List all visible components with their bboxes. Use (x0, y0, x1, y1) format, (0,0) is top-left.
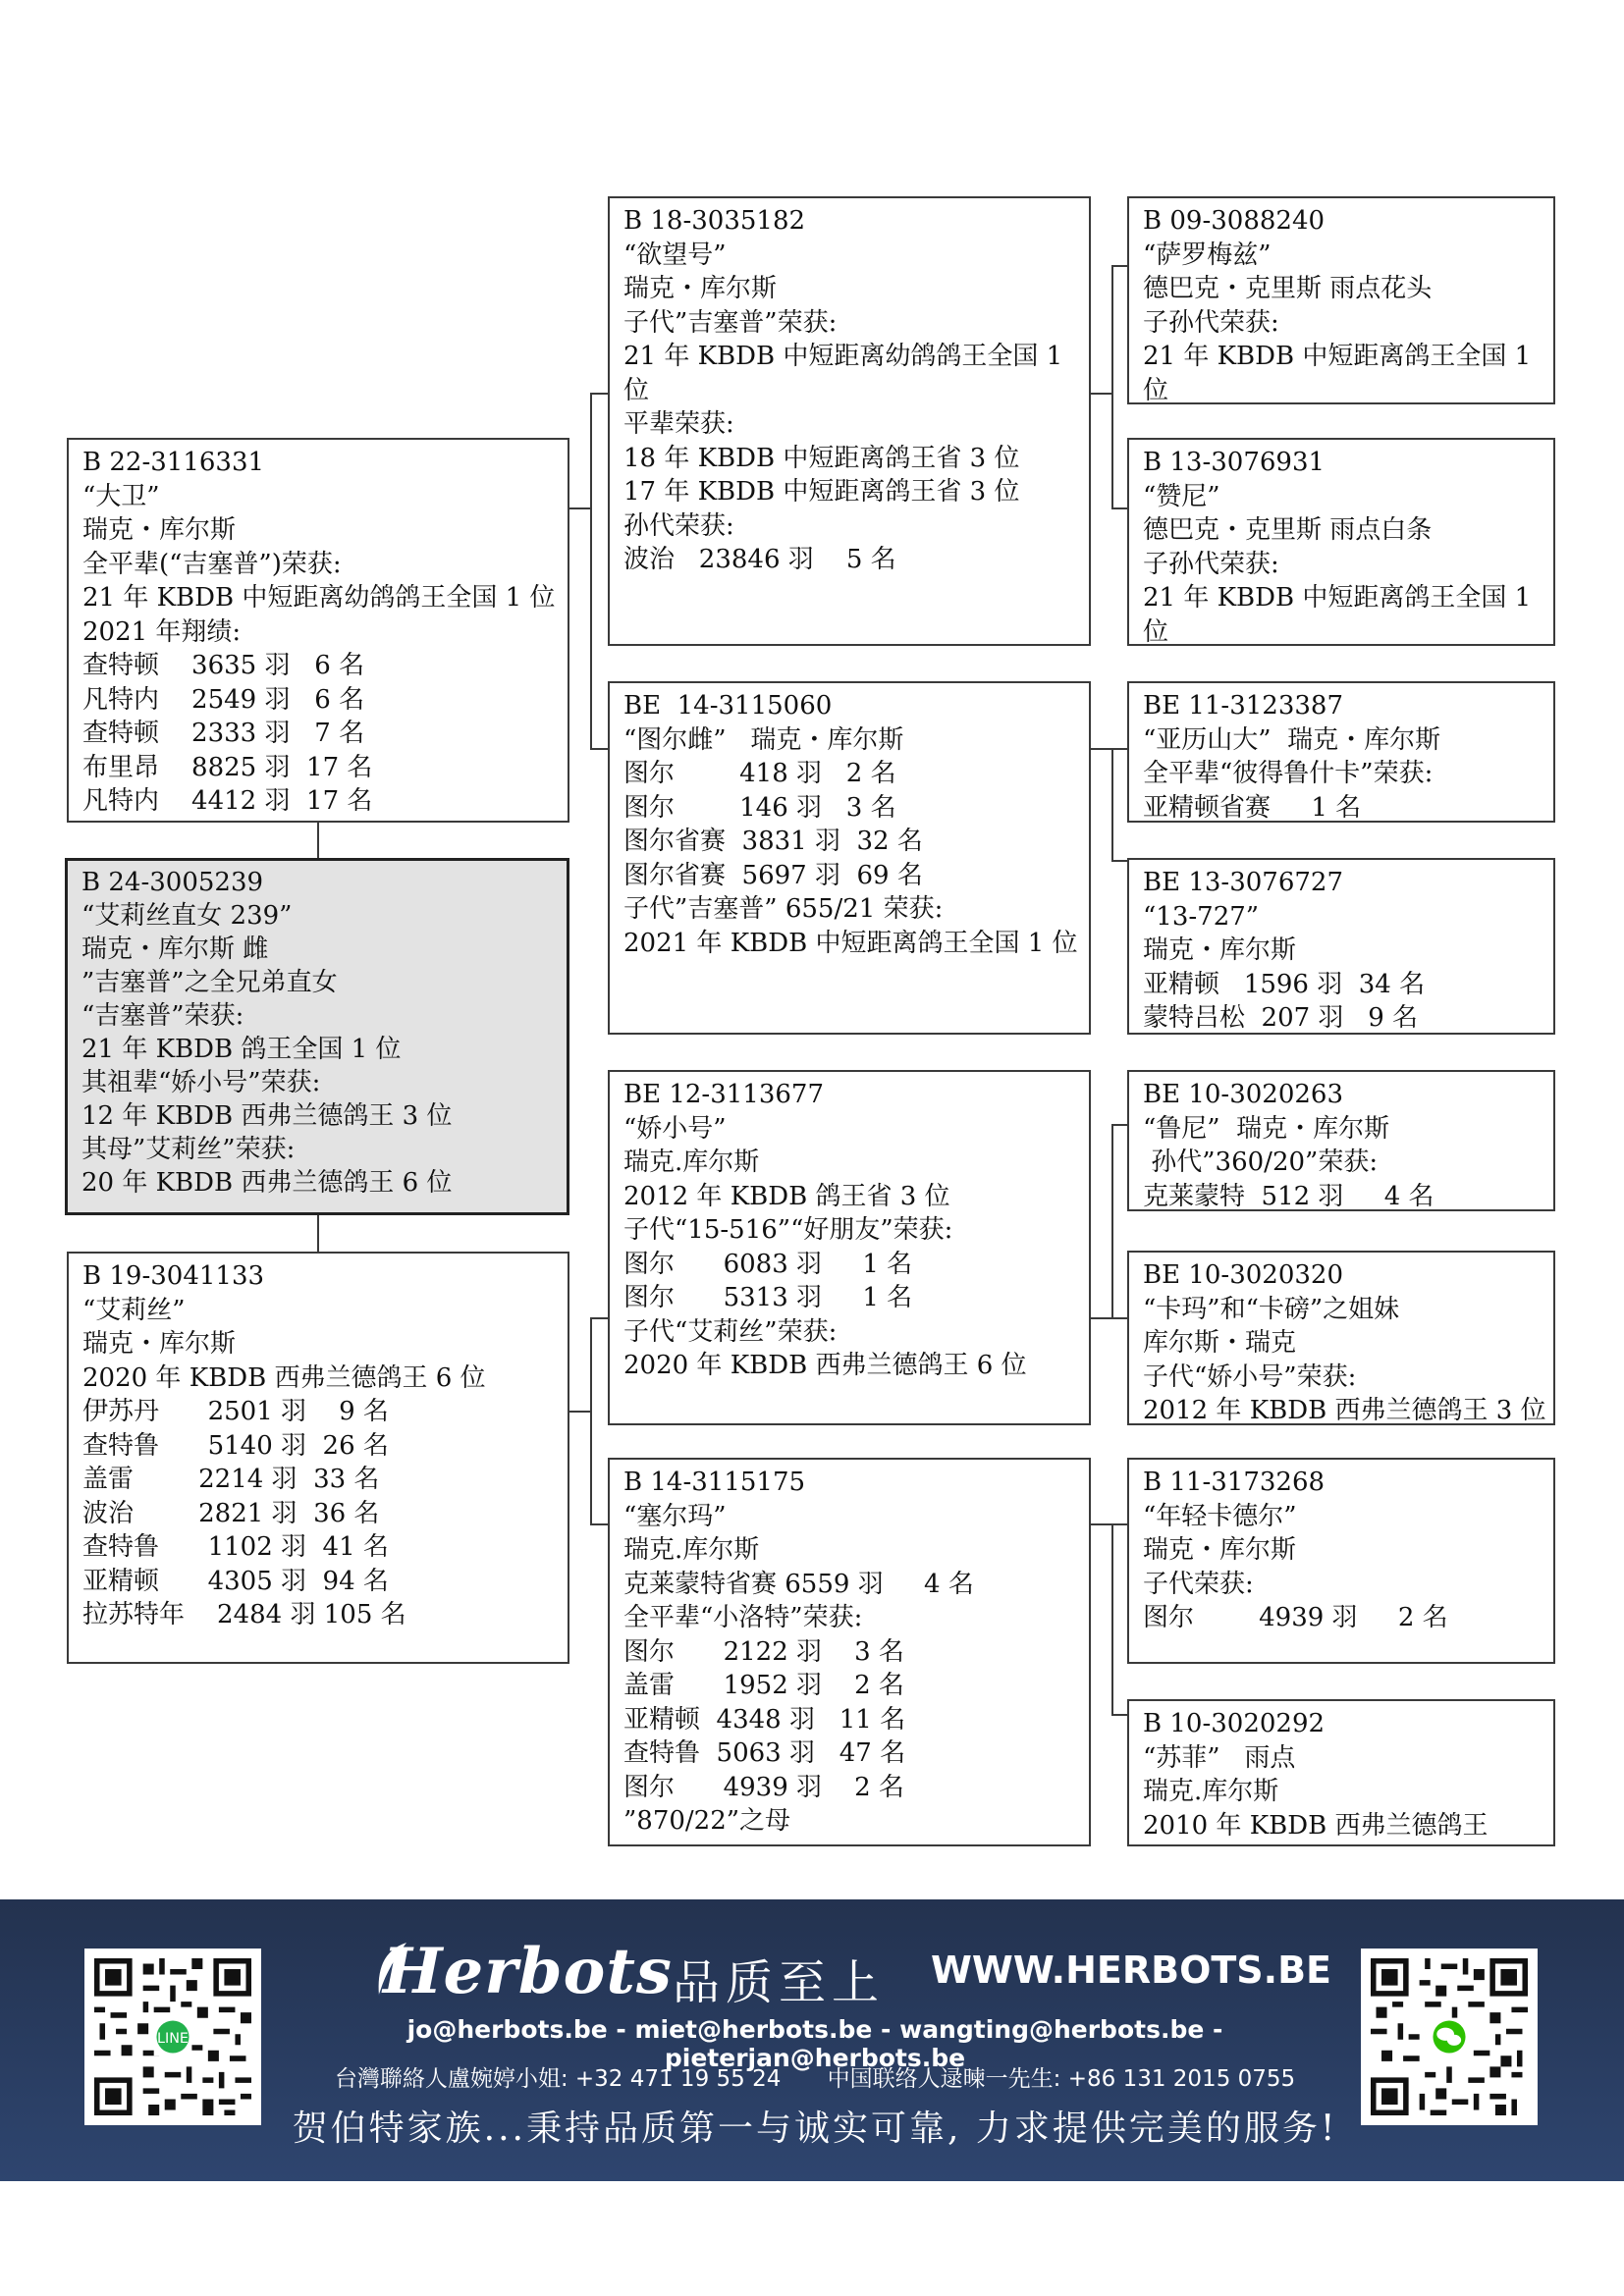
pedigree-line: 布里昂 8825 羽 17 名 (82, 752, 373, 782)
pedigree-line: 子代“娇小号”荣获: (1143, 1362, 1357, 1392)
pedigree-line: 其母”艾莉丝”荣获: (81, 1135, 296, 1164)
contact-taiwan: 台灣聯絡人盧婉婷小姐: +32 471 19 55 24 (334, 2066, 782, 2092)
pedigree-line: 17 年 KBDB 中短距离鸽王省 3 位 (623, 477, 1020, 507)
pedigree-line: 克莱蒙特省赛 6559 羽 4 名 (623, 1569, 974, 1599)
brand-slogan: 品质至上 (673, 1955, 886, 2010)
pedigree-line: 图尔省赛 5697 羽 69 名 (623, 860, 923, 890)
pedigree-line: 其祖辈“娇小号”荣获: (81, 1068, 321, 1097)
connector-sss-h (1111, 265, 1128, 267)
pedigree-line: “年轻卡德尔” (1143, 1501, 1297, 1531)
pedigree-line: 蒙特吕松 207 羽 9 名 (1143, 1003, 1419, 1033)
pedigree-card-dam-dam (608, 1458, 1091, 1846)
pedigree-line: 2012 年 KBDB 鸽王省 3 位 (623, 1181, 950, 1211)
pedigree-line: 全平辈“小洛特”荣获: (623, 1603, 863, 1632)
pedigree-line: 瑞克・库尔斯 (623, 274, 778, 303)
pedigree-card-sire-sire-sire (1127, 196, 1555, 404)
pedigree-line: 子代”吉塞普”荣获: (623, 307, 838, 338)
pedigree-line: 孙代”360/20”荣获: (1143, 1148, 1379, 1177)
pedigree-line: 盖雷 2214 羽 33 名 (82, 1465, 380, 1494)
connector-dam-vertical (317, 1214, 319, 1254)
pedigree-line: 德巴克・克里斯 雨点白条 (1143, 515, 1433, 545)
pedigree-line: 图尔 4939 羽 2 名 (623, 1772, 904, 1802)
pedigree-line: 图尔 6083 羽 1 名 (623, 1249, 913, 1279)
connector-ds-parents-v (1111, 1124, 1113, 1318)
connector-dd-h (590, 1523, 609, 1525)
connector-ssd-h (1111, 507, 1128, 509)
pedigree-line: “赞尼” (1143, 481, 1220, 511)
pedigree-line: 瑞克・库尔斯 雌 (81, 934, 269, 964)
pedigree-card-sire-sire (608, 196, 1091, 646)
qr-code-line-pattern (94, 1958, 251, 2115)
qr-code-line[interactable] (84, 1949, 261, 2125)
pedigree-line: 图尔 5313 羽 1 名 (623, 1283, 913, 1312)
pedigree-line: ”870/22”之母 (623, 1806, 791, 1836)
pedigree-line: B 22-3116331 (82, 448, 265, 477)
connector-ss-parents-v (1111, 265, 1113, 508)
connector-ss-h (590, 393, 609, 395)
pedigree-line: 瑞克.库尔斯 (623, 1535, 760, 1565)
pedigree-line: 全平辈“彼得鲁什卡”荣获: (1143, 759, 1434, 788)
pedigree-line: 克莱蒙特 512 羽 4 名 (1143, 1181, 1435, 1211)
pedigree-card-sire-dam-dam (1127, 858, 1555, 1035)
pedigree-line: 查特鲁 1102 羽 41 名 (82, 1532, 389, 1562)
pedigree-line: 子代”吉塞普” 655/21 荣获: (623, 894, 944, 924)
pedigree-line: 查特顿 2333 羽 7 名 (82, 719, 365, 748)
pedigree-line: 波治 2821 羽 36 名 (82, 1498, 380, 1528)
pedigree-line: 平辈荣获: (623, 409, 734, 439)
pedigree-line: 查特顿 3635 羽 6 名 (82, 651, 365, 680)
pedigree-line: 子代“15-516”“好朋友”荣获: (623, 1215, 953, 1245)
pedigree-line: 图尔省赛 3831 羽 32 名 (623, 827, 923, 856)
connector-dd-parents-v (1111, 1523, 1113, 1715)
pedigree-line: 德巴克・克里斯 雨点花头 (1143, 274, 1433, 303)
pedigree-line: 全平辈(“吉塞普”)荣获: (82, 549, 342, 579)
pedigree-line: 12 年 KBDB 西弗兰德鸽王 3 位 (81, 1101, 453, 1131)
connector-dsd-h (1111, 1317, 1128, 1319)
pedigree-card-dam (67, 1252, 569, 1664)
pedigree-line: 亚精顿省赛 1 名 (1143, 792, 1362, 823)
pedigree-line: 21 年 KBDB 中短距离幼鸽鸽王全国 1 (623, 342, 1063, 371)
pedigree-card-sire (67, 438, 569, 823)
pedigree-line: “图尔雌” 瑞克・库尔斯 (623, 724, 904, 755)
pedigree-line: “艾莉丝” (82, 1295, 186, 1325)
pedigree-card-dam-sire-dam (1127, 1251, 1555, 1425)
website-link[interactable]: WWW.HERBOTS.BE (931, 1949, 1332, 1992)
pedigree-line: “萨罗梅兹” (1143, 240, 1272, 270)
pedigree-line: 亚精顿 4305 羽 94 名 (82, 1566, 389, 1596)
connector-sd-parents-h (1089, 748, 1112, 750)
pedigree-line: B 19-3041133 (82, 1261, 265, 1291)
pedigree-card-sire-dam (608, 681, 1091, 1035)
pedigree-line: 2012 年 KBDB 西弗兰德鸽王 3 位 (1143, 1396, 1546, 1425)
pedigree-line: 2020 年 KBDB 西弗兰德鸽王 6 位 (82, 1362, 486, 1393)
pedigree-card-dam-sire (608, 1070, 1091, 1425)
pedigree-line: B 18-3035182 (623, 206, 806, 236)
pedigree-line: 库尔斯・瑞克 (1143, 1328, 1297, 1358)
contact-china: 中国联络人逯暕一先生: +86 131 2015 0755 (827, 2066, 1296, 2092)
pedigree-line: 位 (1143, 616, 1169, 646)
pedigree-line: 孙代荣获: (623, 510, 734, 541)
connector-dam-to-parents-h (568, 1411, 591, 1413)
pedigree-card-dam-dam-sire (1127, 1458, 1555, 1664)
pedigree-line: “塞尔玛” (623, 1501, 727, 1531)
qr-code-wechat[interactable] (1361, 1949, 1538, 2125)
pedigree-line: 瑞克・库尔斯 (82, 1329, 237, 1359)
pedigree-line: “苏菲” 雨点 (1143, 1742, 1296, 1773)
pedigree-line: “吉塞普”荣获: (81, 1001, 244, 1031)
pedigree-line: “鲁尼” 瑞克・库尔斯 (1143, 1113, 1390, 1144)
pedigree-card-dam-dam-dam (1127, 1699, 1555, 1846)
connector-sire-to-parents-h (568, 507, 591, 509)
contact-phones (285, 2060, 1345, 2093)
connector-ss-parents-h (1089, 393, 1112, 395)
pedigree-card-sire-dam-sire (1127, 681, 1555, 823)
pedigree-line: 2020 年 KBDB 西弗兰德鸽王 6 位 (623, 1351, 1027, 1380)
pedigree-line: 2021 年翔绩: (82, 616, 242, 647)
connector-sire-parents-v (590, 393, 592, 748)
pedigree-line: 拉苏特年 2484 羽 105 名 (82, 1600, 406, 1629)
pedigree-line: 子代“艾莉丝”荣获: (623, 1316, 838, 1347)
pedigree-line: “大卫” (82, 481, 160, 511)
pedigree-line: 18 年 KBDB 中短距离鸽王省 3 位 (623, 443, 1020, 473)
pedigree-line: BE 10-3020263 (1143, 1080, 1344, 1109)
pedigree-line: 位 (623, 375, 650, 405)
connector-ds-parents-h (1089, 1317, 1112, 1319)
pedigree-line: 查特鲁 5140 羽 26 名 (82, 1430, 389, 1461)
connector-ddd-h (1111, 1714, 1128, 1716)
connector-sd-parents-v (1111, 748, 1113, 861)
pedigree-line: 瑞克・库尔斯 (82, 515, 237, 545)
pedigree-line: BE 10-3020320 (1143, 1260, 1344, 1290)
connector-sd-h (590, 748, 609, 750)
pedigree-line: 亚精顿 4348 羽 11 名 (623, 1704, 906, 1735)
pedigree-line: 亚精顿 1596 羽 34 名 (1143, 969, 1426, 999)
pedigree-line: B 09-3088240 (1143, 206, 1326, 236)
connector-dds-h (1111, 1523, 1128, 1525)
pedigree-card-dam-sire-sire (1127, 1070, 1555, 1211)
pedigree-line: 瑞克・库尔斯 (1143, 1535, 1297, 1565)
brand-row (373, 1935, 1332, 2013)
pedigree-line: BE 14-3115060 (623, 691, 833, 721)
footer-banner (0, 1899, 1624, 2181)
connector-sdd-h (1111, 860, 1128, 862)
pedigree-line: 位 (1143, 375, 1169, 404)
connector-ds-h (590, 1317, 609, 1319)
contact-emails[interactable]: jo@herbots.be - miet@herbots.be - wangting@herbots.be - pieterjan@herbots.be (406, 2015, 1223, 2072)
pedigree-line: B 13-3076931 (1143, 448, 1326, 477)
pedigree-line: “卡玛”和“卡磅”之姐妹 (1143, 1294, 1400, 1324)
pedigree-line: 瑞克.库尔斯 (1143, 1777, 1279, 1806)
pedigree-line: 查特鲁 5063 羽 47 名 (623, 1738, 906, 1768)
pedigree-line: 2010 年 KBDB 西弗兰德鸽王 (1143, 1810, 1489, 1841)
pedigree-line: 伊苏丹 2501 羽 9 名 (82, 1397, 389, 1426)
connector-dss-h (1111, 1124, 1128, 1126)
pedigree-line: 凡特内 4412 羽 17 名 (82, 786, 373, 816)
pedigree-line: 20 年 KBDB 西弗兰德鸽王 6 位 (81, 1168, 453, 1198)
pedigree-line: 2021 年 KBDB 中短距离鸽王全国 1 位 (623, 928, 1078, 958)
connector-dd-parents-h (1089, 1523, 1112, 1525)
pedigree-line: BE 11-3123387 (1143, 691, 1344, 721)
pedigree-line: B 24-3005239 (81, 868, 264, 897)
footer-motto: 贺伯特家族...秉持品质第一与诚实可靠, 力求提供完美的服务! (292, 2109, 1338, 2149)
pedigree-line: “艾莉丝直女 239” (81, 901, 293, 931)
pedigree-line: 21 年 KBDB 鸽王全国 1 位 (81, 1035, 402, 1064)
pedigree-line: 凡特内 2549 羽 6 名 (82, 684, 365, 715)
connector-dam-parents-v (590, 1317, 592, 1523)
pedigree-line: 图尔 2122 羽 3 名 (623, 1636, 904, 1667)
pedigree-card-subject (65, 858, 569, 1215)
pedigree-line: B 14-3115175 (623, 1468, 806, 1497)
svg-text:LINE: LINE (157, 2031, 189, 2048)
connector-sds-h (1111, 748, 1128, 750)
connector-sire-dam-vertical (317, 819, 319, 860)
pedigree-line: 21 年 KBDB 中短距离幼鸽鸽王全国 1 位 (82, 583, 556, 613)
pedigree-line: 波治 23846 羽 5 名 (623, 545, 896, 574)
pedigree-line: 21 年 KBDB 中短距离鸽王全国 1 (1143, 342, 1532, 371)
brand-logo: Herbots (383, 1935, 673, 2008)
pedigree-line: ”吉塞普”之全兄弟直女 (81, 968, 338, 997)
pedigree-line: 图尔 146 羽 3 名 (623, 792, 896, 823)
pedigree-line: 子孙代荣获: (1143, 307, 1279, 338)
pedigree-line: 瑞克・库尔斯 (1143, 935, 1297, 965)
pedigree-line: 瑞克.库尔斯 (623, 1148, 760, 1177)
pedigree-line: “13-727” (1143, 901, 1260, 932)
pedigree-line: “亚历山大” 瑞克・库尔斯 (1143, 724, 1441, 755)
pedigree-line: B 11-3173268 (1143, 1468, 1326, 1497)
pedigree-line: 子代荣获: (1143, 1569, 1254, 1599)
pedigree-line: 盖雷 1952 羽 2 名 (623, 1671, 904, 1700)
pedigree-line: BE 13-3076727 (1143, 868, 1344, 897)
pedigree-line: 子孙代荣获: (1143, 549, 1279, 579)
pedigree-line: B 10-3020292 (1143, 1709, 1326, 1738)
pedigree-line: “欲望号” (623, 240, 727, 270)
pedigree-line: “娇小号” (623, 1113, 727, 1144)
pedigree-line: 21 年 KBDB 中短距离鸽王全国 1 (1143, 583, 1532, 613)
qr-code-wechat-pattern (1371, 1958, 1528, 2115)
pedigree-line: 图尔 4939 羽 2 名 (1143, 1603, 1448, 1632)
pedigree-line: 图尔 418 羽 2 名 (623, 759, 896, 788)
pedigree-card-sire-sire-dam (1127, 438, 1555, 646)
pedigree-line: BE 12-3113677 (623, 1080, 825, 1109)
